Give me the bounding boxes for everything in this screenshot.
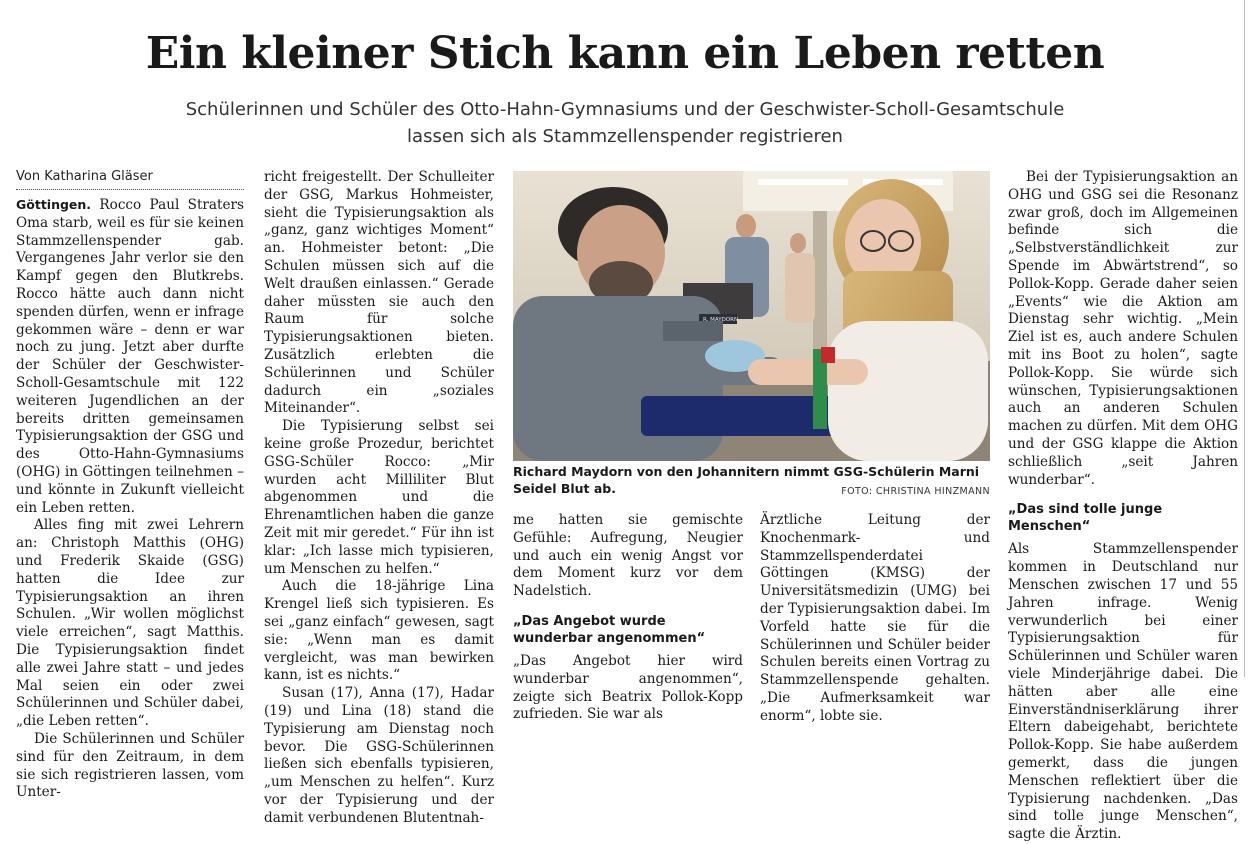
paragraph: Susan (17), Anna (17), Hadar (19) und Lina (18) stand die Typisierung am Dienstag noch bevor. Die GSG-Schülerinnen ließen sich ebenfalls typisieren, „um Menschen zu helfen“. Kurz vor der Typisierung und der damit verbundenen Blutentnah- <box>264 685 494 826</box>
article-photo <box>513 171 990 461</box>
paragraph: Ärztliche Leitung der Knochenmark- und Stammzellspenderdatei Göttingen (KMSG) der Universitätsmedizin (UMG) bei der Typisierungsaktion dabei. Im Vorfeld hatte sie für die Schülerinnen und Schüler beider Schulen bereits einen Vortrag zu Stammzellenspende gehalten. „Die Aufmerksamkeit war enorm“, lobte sie. <box>760 512 990 724</box>
dateline: Göttingen. <box>16 197 92 212</box>
paragraph: richt freigestellt. Der Schulleiter der GSG, Markus Hohmeister, sieht die Typisierungsaktion als „ganz, ganz wichtiges Moment“ an. Hohmeister betont: „Die Schulen müssen sich auf die Welt draußen einlassen.“ Gerade daher müssten sie auch den Raum für solche Typisierungsaktionen bieten. Zusätzlich erlebten die Schülerinnen und Schüler dadurch ein „soziales Miteinander“. <box>264 169 494 417</box>
name-badge: R. MAYDORN <box>703 317 739 323</box>
article-column-3 <box>513 512 743 724</box>
crosshead: „Das sind tolle junge Menschen“ <box>1008 502 1163 535</box>
article-column-1 <box>16 167 244 802</box>
crosshead: „Das Angebot wurde wunderbar angenommen“ <box>513 613 706 646</box>
photo-illustration <box>513 171 990 461</box>
subheadline-line-1: Schülerinnen und Schüler des Otto-Hahn-Gymnasiums und der Geschwister-Scholl-Gesamtschule <box>185 99 1065 120</box>
paragraph: Bei der Typisierungsaktion an OHG und GSG sei die Resonanz zwar groß, doch im Allgemeinen befinde sich die „Selbstverständlichkeit zur Spende im Abwärtstrend“, so Pollok-Kopp. Gerade daher seien „Events“ wie die Aktion am Dienstag sehr wichtig. „Mein Ziel ist es, auch andere Schulen mit ins Boot zu holen“, sagte Pollok-Kopp. Sie würde sich wünschen, Typisierungsaktionen auch an anderen Schulen machen zu dürfen. Mit dem OHG und der GSG klappe die Aktion schließlich „seit Jahren wunderbar“. <box>1008 169 1238 488</box>
paragraph: Die Schülerinnen und Schüler sind für den Zeitraum, in dem sie sich registrieren lassen, vom Unter- <box>16 730 244 801</box>
photo-caption: Richard Maydorn von den Johannitern nimmt GSG-Schülerin Marni Seidel Blut ab. <box>513 464 980 496</box>
paragraph: Auch die 18-jährige Lina Krengel ließ sich typisieren. Es sei „ganz einfach“ gewesen, sagt sie: „Wenn man es damit vergleicht, was man bewirken kann, ist es nichts.“ <box>264 578 494 684</box>
lead-paragraph <box>16 196 244 517</box>
headline: Ein kleiner Stich kann ein Leben retten <box>145 28 1105 79</box>
paragraph: Alles fing mit zwei Lehrern an: Christoph Matthis (OHG) und Frederik Skaide (GSG) hatten die Idee zur Typisierungsaktion an ihren Schulen. „Wir wollen möglichst viele erreichen“, sagt Matthis. Die Typisierungsaktion findet alle zwei Jahre statt – und jedes Mal seien ein oder zwei Schülerinnen und Schüler dabei, „die Leben retten“. <box>16 517 244 730</box>
article-column-2 <box>264 169 494 827</box>
paragraph: Die Typisierung selbst sei keine große Prozedur, berichtet GSG-Schüler Rocco: „Mir wurden acht Milliliter Blut abgenommen und die Ehrenamtlichen haben die ganze Zeit mit mir geredet.“ Für ihn ist klar: „Ich lasse mich typisieren, um Menschen zu helfen.“ <box>264 418 494 577</box>
paragraph: me hatten sie gemischte Gefühle: Aufregung, Neugier und auch ein wenig Angst vor dem Moment kurz vor dem Nadelstich. <box>513 512 743 600</box>
page-edge-rule <box>1244 0 1245 677</box>
article-column-5 <box>1008 169 1238 844</box>
subheadline <box>0 96 1250 150</box>
subheadline-line-2: lassen sich als Stammzellenspender registrieren <box>407 126 843 147</box>
byline: Von Katharina Gläser <box>16 167 244 190</box>
photo-credit: FOTO: CHRISTINA HINZMANN <box>841 486 990 497</box>
article-column-4 <box>760 512 990 726</box>
paragraph: Als Stammzellenspender kommen in Deutschland nur Menschen zwischen 17 und 55 Jahren infrage. Wenig verwunderlich bei einer Typisierungsaktion für Schülerinnen und Schüler waren viele Minderjährige dabei. Die hätten aber alle eine Einverständniserklärung ihrer Eltern dabeigehabt, berichtete Pollok-Kopp. Sie habe außerdem gemerkt, dass die jungen Menschen reflektiert über die Typisierung nachdenken. „Das sind tolle junge Menschen“, sagte die Ärztin. <box>1008 541 1238 843</box>
paragraph: „Das Angebot hier wird wunderbar angenommen“, zeigte sich Beatrix Pollok-Kopp zufrieden. Sie war als <box>513 652 743 723</box>
lead-text: Rocco Paul Straters Oma starb, weil es für sie keinen Stammzellenspender gab. Vergangenes Jahr verlor sie den Kampf gegen den Blutkrebs. Rocco hätte auch dann nicht spenden dürfen, wenn er infrage gekommen wäre – denn er war noch zu jung. Jetzt aber durfte der Schüler der Geschwister-Scholl-Gesamtschule mit 122 weiteren Jugendlichen an der bereits dritten gemeinsamen Typisierungsaktion der GSG und des Otto-Hahn-Gymnasiums (OHG) in Göttingen teilnehmen – und könnte in Zukunft vielleicht ein Leben retten. <box>16 197 244 516</box>
